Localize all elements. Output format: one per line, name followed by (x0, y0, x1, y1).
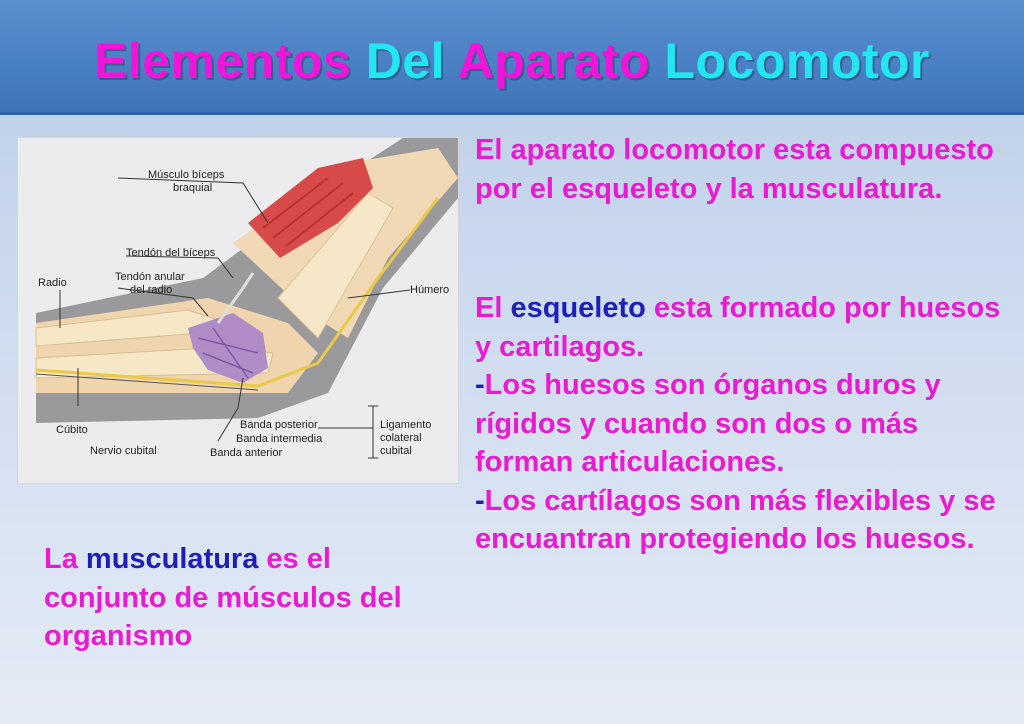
title-word-3: Aparato (457, 33, 651, 89)
muscles-keyword: musculatura (85, 543, 259, 575)
elbow-anatomy-illustration (18, 138, 458, 483)
label-radio: Radio (38, 277, 67, 289)
label-tendon-anular: Tendón anular (115, 271, 185, 283)
muscles-paragraph (44, 540, 424, 656)
label-banda-posterior: Banda posterior (240, 419, 318, 431)
label-banda-anterior: Banda anterior (210, 447, 283, 459)
title-word-4: Locomotor (664, 33, 931, 89)
skeleton-paragraph (475, 289, 1005, 559)
label-tendon-biceps: Tendón del bíceps (126, 247, 216, 259)
skeleton-suffix: esta formado por huesos y cartilagos. (475, 292, 1001, 363)
intro-paragraph: El aparato locomotor esta compuesto por el esqueleto y la musculatura. (475, 134, 994, 205)
bullet-dash-1: - (475, 369, 485, 401)
title-word-1: Elementos (93, 33, 352, 89)
label-ligamento: Ligamento (380, 419, 432, 431)
title-word-2: Del (365, 33, 446, 89)
bones-bullet: Los huesos son órganos duros y rígidos y cuando son dos o más forman articulaciones. (475, 369, 941, 478)
elbow-anatomy-figure (17, 137, 459, 484)
label-biceps: Músculo bíceps (148, 169, 225, 181)
slide-title (0, 32, 1024, 90)
label-cubital: cubital (380, 445, 412, 457)
skeleton-keyword: esqueleto (510, 292, 646, 324)
muscles-prefix: La (44, 543, 86, 575)
label-tendon-anular-2: del radio (130, 284, 173, 296)
label-banda-intermedia: Banda intermedia (236, 433, 323, 445)
muscles-suffix: es el conjunto de músculos del organismo (44, 543, 402, 652)
label-biceps-2: braquial (173, 182, 213, 194)
label-nervio: Nervio cubital (90, 445, 157, 457)
cartilage-bullet: Los cartílagos son más flexibles y se encuantran protegiendo los huesos. (475, 484, 996, 555)
label-humero: Húmero (410, 284, 450, 296)
skeleton-prefix: El (475, 292, 511, 324)
bullet-dash-2: - (475, 484, 485, 517)
label-cubito: Cúbito (56, 424, 88, 436)
label-colateral: colateral (380, 432, 422, 444)
